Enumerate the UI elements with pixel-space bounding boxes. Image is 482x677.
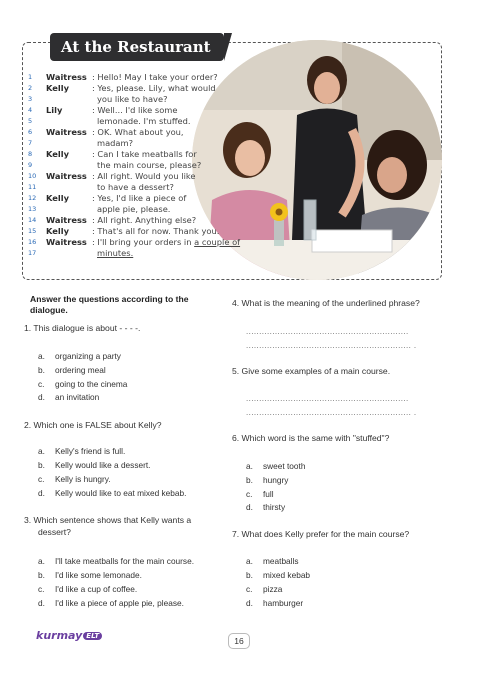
option-letter: b. xyxy=(246,475,253,485)
line-text: apple pie, please. xyxy=(97,204,171,214)
speaker: Kelly xyxy=(46,226,70,236)
q1-option-d xyxy=(38,392,99,402)
option-letter: d. xyxy=(38,488,45,498)
option-letter: c. xyxy=(38,379,45,389)
dialogue-title: At the Restaurant xyxy=(50,33,224,61)
question-4: 4. What is the meaning of the underlined phrase? xyxy=(232,298,420,308)
q7-option-d xyxy=(246,598,303,608)
q6-option-a xyxy=(246,461,305,471)
instruction-line-1: Answer the questions according to the xyxy=(30,294,189,304)
question-6: 6. Which word is the same with "stuffed"? xyxy=(232,433,390,443)
q1-option-b xyxy=(38,365,106,375)
line-text: : All right. Would you like xyxy=(92,171,196,181)
line-text xyxy=(92,237,240,247)
q3-option-c xyxy=(38,584,137,594)
option-text: Kelly would like to eat mixed kebab. xyxy=(55,488,187,498)
line-text: madam? xyxy=(97,138,134,148)
option-letter: c. xyxy=(246,584,253,594)
option-letter: a. xyxy=(38,556,45,566)
line-text: the main course, please? xyxy=(97,160,202,170)
speaker: Kelly xyxy=(46,83,70,93)
q7-option-a xyxy=(246,556,299,566)
logo-text: kurmay xyxy=(36,629,83,642)
speaker: Kelly xyxy=(46,193,70,203)
line-text: you like to have? xyxy=(97,94,168,104)
option-text: hamburger xyxy=(263,598,304,608)
option-letter: d. xyxy=(38,598,45,608)
answer-line[interactable]: ............................................................... . xyxy=(246,341,417,350)
q2-option-c xyxy=(38,474,111,484)
underlined-phrase: a couple of xyxy=(194,237,241,247)
line-number: 1 xyxy=(28,73,33,81)
option-letter: a. xyxy=(246,556,253,566)
underlined-phrase: minutes. xyxy=(97,248,134,258)
option-letter: d. xyxy=(38,392,45,402)
line-number: 6 xyxy=(28,128,33,136)
option-text: sweet tooth xyxy=(263,461,306,471)
line-text: : Yes, please. Lily, what would xyxy=(92,83,216,93)
line-number: 2 xyxy=(28,84,33,92)
q6-option-b xyxy=(246,475,288,485)
option-text: I'd like a piece of apple pie, please. xyxy=(55,598,184,608)
answer-line[interactable]: ............................................................... . xyxy=(246,408,417,417)
publisher-logo xyxy=(36,629,102,643)
speaker: Lily xyxy=(46,105,63,115)
line-text: : Can I take meatballs for xyxy=(92,149,197,159)
option-text: an invitation xyxy=(55,392,100,402)
option-letter: c. xyxy=(38,584,45,594)
q7-option-c xyxy=(246,584,282,594)
q3-option-b xyxy=(38,570,142,580)
question-7: 7. What does Kelly prefer for the main course? xyxy=(232,529,410,539)
q1-option-c xyxy=(38,379,127,389)
q6-option-d xyxy=(246,502,285,512)
option-letter: c. xyxy=(38,474,45,484)
question-3-line-2: dessert? xyxy=(38,527,71,537)
q3-option-a xyxy=(38,556,194,566)
line-number: 3 xyxy=(28,95,33,103)
line-text xyxy=(97,248,133,258)
q1-option-a xyxy=(38,351,121,361)
line-text: to have a dessert? xyxy=(97,182,174,192)
line-text: : OK. What about you, xyxy=(92,127,184,137)
line-number: 12 xyxy=(28,194,37,202)
option-text: pizza xyxy=(263,584,283,594)
answer-line[interactable]: .............................................................. xyxy=(246,327,409,336)
q2-option-d xyxy=(38,488,186,498)
line-text: : Hello! May I take your order? xyxy=(92,72,218,82)
speaker: Waitress xyxy=(46,215,87,225)
page-number: 16 xyxy=(228,633,250,649)
option-text: going to the cinema xyxy=(55,379,128,389)
q6-option-c xyxy=(246,489,274,499)
speaker: Waitress xyxy=(46,171,87,181)
line-number: 16 xyxy=(28,238,37,246)
line-text: : All right. Anything else? xyxy=(92,215,197,225)
line-number: 8 xyxy=(28,150,33,158)
speaker: Waitress xyxy=(46,237,87,247)
line-text: : That's all for now. Thank you. xyxy=(92,226,220,236)
option-text: Kelly is hungry. xyxy=(55,474,111,484)
option-letter: a. xyxy=(246,461,253,471)
option-letter: a. xyxy=(38,351,45,361)
option-text: mixed kebab xyxy=(263,570,311,580)
option-letter: b. xyxy=(246,570,253,580)
option-letter: a. xyxy=(38,446,45,456)
line-number: 10 xyxy=(28,172,37,180)
line-text: : Well... I'd like some xyxy=(92,105,178,115)
line-number: 14 xyxy=(28,216,37,224)
question-5: 5. Give some examples of a main course. xyxy=(232,366,391,376)
line-number: 17 xyxy=(28,249,37,257)
option-text: thirsty xyxy=(263,502,286,512)
option-letter: b. xyxy=(38,570,45,580)
question-1: 1. This dialogue is about - - - -. xyxy=(24,323,141,333)
line-number: 15 xyxy=(28,227,37,235)
q2-option-b xyxy=(38,460,150,470)
line-text-plain: : I'll bring your orders in xyxy=(92,237,195,247)
line-number: 13 xyxy=(28,205,37,213)
option-letter: b. xyxy=(38,365,45,375)
question-3-line-1: 3. Which sentence shows that Kelly wants a xyxy=(24,515,192,525)
option-text: hungry xyxy=(263,475,289,485)
option-text: meatballs xyxy=(263,556,299,566)
option-letter: b. xyxy=(38,460,45,470)
option-text: I'd like some lemonade. xyxy=(55,570,142,580)
q3-option-d xyxy=(38,598,184,608)
option-text: Kelly's friend is full. xyxy=(55,446,126,456)
line-number: 4 xyxy=(28,106,33,114)
speaker: Kelly xyxy=(46,149,70,159)
line-number: 7 xyxy=(28,139,33,147)
logo-badge: ELT xyxy=(83,632,102,640)
option-text: organizing a party xyxy=(55,351,121,361)
option-text: I'd like a cup of coffee. xyxy=(55,584,138,594)
line-number: 5 xyxy=(28,117,33,125)
instruction-line-2: dialogue. xyxy=(30,305,68,315)
option-text: ordering meal xyxy=(55,365,106,375)
option-text: full xyxy=(263,489,274,499)
line-number: 11 xyxy=(28,183,37,191)
answer-line[interactable]: .............................................................. xyxy=(246,394,409,403)
option-text: Kelly would like a dessert. xyxy=(55,460,151,470)
q7-option-b xyxy=(246,570,310,580)
line-text: : Yes, I'd like a piece of xyxy=(92,193,187,203)
line-number: 9 xyxy=(28,161,33,169)
question-2: 2. Which one is FALSE about Kelly? xyxy=(24,420,162,430)
option-text: I'll take meatballs for the main course. xyxy=(55,556,195,566)
speaker: Waitress xyxy=(46,127,87,137)
option-letter: c. xyxy=(246,489,253,499)
q2-option-a xyxy=(38,446,125,456)
line-text: lemonade. I'm stuffed. xyxy=(97,116,191,126)
option-letter: d. xyxy=(246,502,253,512)
speaker: Waitress xyxy=(46,72,87,82)
option-letter: d. xyxy=(246,598,253,608)
